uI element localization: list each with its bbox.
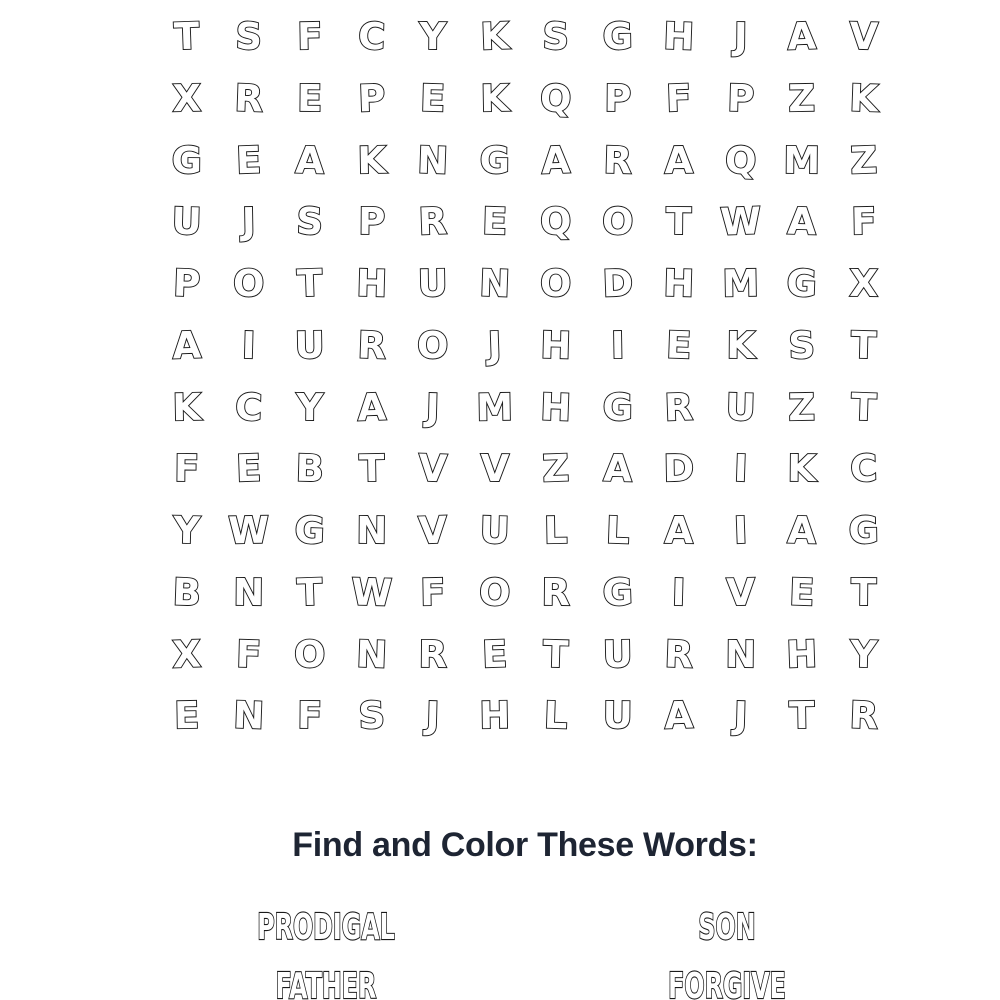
grid-letter-r12-c2[interactable]: N <box>232 694 265 739</box>
grid-letter-r4-c8[interactable]: O <box>600 200 634 245</box>
grid-letter-r7-c10[interactable]: U <box>724 385 756 430</box>
grid-letter-r11-c1[interactable]: X <box>171 632 202 677</box>
instructions-heading: Find and Color These Words: <box>292 826 758 864</box>
grid-letter-r3-c6[interactable]: G <box>478 138 510 183</box>
grid-letter-r3-c10[interactable]: Q <box>723 138 757 183</box>
grid-letter-r9-c4[interactable]: N <box>355 509 387 553</box>
grid-letter-r3-c5[interactable]: N <box>416 138 449 183</box>
grid-letter-r8-c6[interactable]: V <box>479 447 509 491</box>
grid-letter-r11-c2[interactable]: F <box>235 632 262 677</box>
grid-letter-r12-c6[interactable]: H <box>478 694 511 738</box>
grid-letter-r11-c10[interactable]: N <box>724 632 756 677</box>
grid-letter-r4-c5[interactable]: R <box>417 200 448 245</box>
grid-letter-r6-c6[interactable]: J <box>486 323 502 368</box>
grid-letter-r6-c1[interactable]: A <box>171 323 202 368</box>
grid-letter-r11-c11[interactable]: H <box>785 632 818 677</box>
grid-letter-r3-c12[interactable]: Z <box>849 138 878 183</box>
grid-letter-r4-c10[interactable]: W <box>719 199 762 245</box>
grid-letter-r8-c12[interactable]: C <box>848 447 878 492</box>
grid-letter-r5-c5[interactable]: U <box>417 262 449 306</box>
grid-letter-r9-c7[interactable]: L <box>543 509 568 553</box>
grid-letter-r2-c1[interactable]: X <box>172 76 202 121</box>
grid-letter-r1-c4[interactable]: C <box>356 14 386 59</box>
grid-letter-r2-c5[interactable]: E <box>419 76 446 121</box>
grid-letter-r12-c5[interactable]: J <box>425 694 441 738</box>
grid-letter-r11-c9[interactable]: R <box>663 632 694 677</box>
grid-letter-r8-c2[interactable]: E <box>234 447 262 492</box>
grid-letter-r6-c4[interactable]: R <box>356 323 387 368</box>
word-list-item-prodigal: PRODIGAL <box>257 907 395 948</box>
grid-letter-r11-c3[interactable]: O <box>293 632 326 677</box>
grid-letter-r10-c4[interactable]: W <box>350 570 393 615</box>
grid-letter-r8-c5[interactable]: V <box>417 447 448 492</box>
grid-letter-r11-c7[interactable]: T <box>542 632 569 677</box>
grid-letter-r12-c11[interactable]: T <box>788 694 815 738</box>
grid-letter-r7-c6[interactable]: M <box>475 385 514 430</box>
grid-letter-r8-c9[interactable]: D <box>663 447 695 491</box>
grid-letter-r9-c9[interactable]: A <box>664 509 694 553</box>
grid-letter-r9-c10[interactable]: I <box>732 509 748 553</box>
grid-letter-r5-c1[interactable]: P <box>172 261 202 306</box>
grid-letter-r3-c11[interactable]: M <box>783 138 821 183</box>
grid-letter-r12-c8[interactable]: U <box>602 694 633 738</box>
grid-letter-r5-c8[interactable]: D <box>601 261 634 306</box>
grid-letter-r10-c8[interactable]: G <box>601 570 634 615</box>
word-search-grid <box>156 6 894 747</box>
grid-letter-r10-c9[interactable]: I <box>671 570 687 615</box>
grid-letter-r8-c7[interactable]: Z <box>541 447 570 492</box>
grid-letter-r11-c4[interactable]: N <box>355 632 388 677</box>
grid-letter-r2-c10[interactable]: P <box>726 76 755 121</box>
grid-letter-r5-c12[interactable]: X <box>848 262 878 306</box>
grid-letter-r3-c7[interactable]: A <box>540 138 571 183</box>
grid-letter-r4-c1[interactable]: U <box>171 200 203 245</box>
grid-letter-r6-c8[interactable]: I <box>609 324 625 368</box>
grid-letter-r6-c10[interactable]: K <box>725 324 755 368</box>
grid-letter-r10-c11[interactable]: E <box>788 570 816 615</box>
grid-letter-r1-c8[interactable]: G <box>601 15 633 59</box>
grid-letter-r12-c3[interactable]: F <box>296 694 323 738</box>
grid-letter-r7-c2[interactable]: C <box>233 385 263 430</box>
grid-letter-r10-c5[interactable]: F <box>419 570 446 615</box>
grid-letter-r8-c1[interactable]: F <box>173 447 200 491</box>
grid-letter-r10-c2[interactable]: N <box>232 570 264 615</box>
grid-letter-r5-c3[interactable]: T <box>296 261 324 306</box>
grid-letter-r1-c11[interactable]: A <box>786 14 817 59</box>
grid-letter-r3-c3[interactable]: A <box>294 138 325 183</box>
grid-letter-r7-c4[interactable]: A <box>356 385 387 430</box>
grid-letter-r4-c12[interactable]: F <box>850 200 877 244</box>
grid-letter-r6-c12[interactable]: T <box>850 323 877 368</box>
grid-letter-r12-c7[interactable]: L <box>543 694 569 739</box>
grid-letter-r3-c4[interactable]: K <box>356 138 386 183</box>
grid-letter-r7-c5[interactable]: J <box>425 385 441 430</box>
grid-letter-r7-c1[interactable]: K <box>172 385 202 430</box>
grid-letter-r12-c4[interactable]: S <box>357 694 386 739</box>
grid-letter-r4-c4[interactable]: P <box>357 200 385 244</box>
grid-letter-r9-c1[interactable]: Y <box>172 509 201 553</box>
grid-letter-r7-c11[interactable]: Z <box>787 385 816 430</box>
word-list-item-father: FATHER <box>275 966 377 1000</box>
grid-letter-r5-c9[interactable]: H <box>662 261 695 306</box>
grid-letter-r9-c11[interactable]: A <box>786 509 817 553</box>
grid-letter-r4-c11[interactable]: A <box>786 200 817 244</box>
grid-letter-r8-c4[interactable]: T <box>358 447 385 491</box>
grid-letter-r6-c7[interactable]: H <box>539 323 572 368</box>
grid-letter-r11-c5[interactable]: R <box>418 632 448 676</box>
grid-letter-r1-c6[interactable]: K <box>479 14 510 59</box>
grid-letter-r11-c6[interactable]: E <box>480 632 508 677</box>
grid-letter-r4-c9[interactable]: T <box>665 200 692 244</box>
grid-letter-r12-c9[interactable]: A <box>663 694 694 739</box>
grid-letter-r1-c2[interactable]: S <box>234 15 263 59</box>
grid-letter-r12-c1[interactable]: E <box>173 694 200 738</box>
grid-letter-r5-c11[interactable]: G <box>785 261 818 306</box>
grid-letter-r10-c12[interactable]: T <box>850 571 877 615</box>
grid-letter-r1-c9[interactable]: H <box>662 14 695 59</box>
grid-letter-r6-c11[interactable]: S <box>787 323 816 368</box>
grid-letter-r8-c3[interactable]: B <box>295 447 325 491</box>
grid-letter-r5-c6[interactable]: N <box>478 261 511 306</box>
grid-letter-r5-c7[interactable]: O <box>539 262 572 306</box>
grid-letter-r7-c9[interactable]: R <box>663 385 694 430</box>
grid-letter-r3-c8[interactable]: R <box>602 138 633 183</box>
grid-letter-r2-c6[interactable]: K <box>479 76 509 121</box>
word-list-item-forgive: FORGIVE <box>668 966 786 1000</box>
grid-letter-r9-c3[interactable]: G <box>293 508 326 553</box>
grid-letter-r9-c6[interactable]: U <box>478 508 510 553</box>
grid-letter-r10-c7[interactable]: R <box>541 571 571 615</box>
grid-letter-r3-c9[interactable]: A <box>664 138 694 183</box>
grid-letter-r2-c9[interactable]: F <box>665 76 693 121</box>
grid-letter-r10-c6[interactable]: O <box>477 570 511 615</box>
grid-letter-r2-c2[interactable]: R <box>233 76 264 121</box>
grid-letter-r2-c4[interactable]: P <box>356 76 386 121</box>
grid-letter-r4-c6[interactable]: E <box>481 200 508 244</box>
grid-letter-r1-c5[interactable]: Y <box>419 15 447 59</box>
grid-letter-r4-c2[interactable]: J <box>240 200 256 244</box>
grid-letter-r9-c12[interactable]: G <box>847 509 879 553</box>
grid-letter-r7-c7[interactable]: H <box>539 385 572 430</box>
grid-letter-r12-c10[interactable]: J <box>732 694 748 738</box>
grid-letter-r3-c2[interactable]: E <box>234 138 262 183</box>
grid-letter-r7-c12[interactable]: T <box>849 385 877 430</box>
grid-letter-r4-c3[interactable]: S <box>295 200 324 245</box>
grid-letter-r5-c2[interactable]: O <box>232 262 265 306</box>
grid-letter-r1-c7[interactable]: S <box>541 15 570 59</box>
grid-letter-r10-c10[interactable]: V <box>725 570 755 615</box>
grid-letter-r9-c2[interactable]: W <box>227 509 270 553</box>
grid-letter-r6-c9[interactable]: E <box>665 323 693 368</box>
grid-letter-r7-c3[interactable]: Y <box>296 385 324 429</box>
grid-letter-r1-c3[interactable]: F <box>296 15 323 59</box>
grid-letter-r7-c8[interactable]: G <box>601 385 633 430</box>
grid-letter-r1-c12[interactable]: V <box>848 15 879 59</box>
grid-letter-r8-c10[interactable]: I <box>732 447 748 491</box>
grid-letter-r9-c5[interactable]: V <box>417 508 448 553</box>
grid-letter-r9-c8[interactable]: L <box>604 508 630 553</box>
grid-letter-r6-c2[interactable]: I <box>240 323 256 368</box>
grid-letter-r12-c12[interactable]: R <box>848 694 879 739</box>
grid-letter-r6-c5[interactable]: O <box>416 323 449 368</box>
grid-letter-r2-c3[interactable]: E <box>296 77 323 121</box>
grid-letter-r2-c7[interactable]: Q <box>539 76 573 121</box>
word-list-item-son: SON <box>698 907 756 948</box>
grid-letter-r5-c4[interactable]: H <box>355 261 388 306</box>
grid-letter-r2-c12[interactable]: K <box>848 76 879 121</box>
grid-letter-r8-c11[interactable]: K <box>787 447 817 491</box>
grid-letter-r10-c3[interactable]: T <box>296 570 324 615</box>
grid-letter-r2-c11[interactable]: Z <box>787 76 816 121</box>
grid-letter-r2-c8[interactable]: P <box>603 77 631 121</box>
grid-letter-r4-c7[interactable]: Q <box>539 200 572 244</box>
grid-letter-r8-c8[interactable]: A <box>602 447 633 491</box>
grid-letter-r6-c3[interactable]: U <box>294 323 326 368</box>
grid-letter-r11-c12[interactable]: Y <box>849 632 878 677</box>
grid-letter-r1-c1[interactable]: T <box>173 14 201 59</box>
grid-letter-r3-c1[interactable]: G <box>171 138 203 183</box>
grid-letter-r5-c10[interactable]: M <box>721 262 760 306</box>
grid-letter-r11-c8[interactable]: U <box>601 632 633 677</box>
grid-letter-r1-c10[interactable]: J <box>733 15 748 59</box>
grid-letter-r10-c1[interactable]: B <box>171 570 202 615</box>
